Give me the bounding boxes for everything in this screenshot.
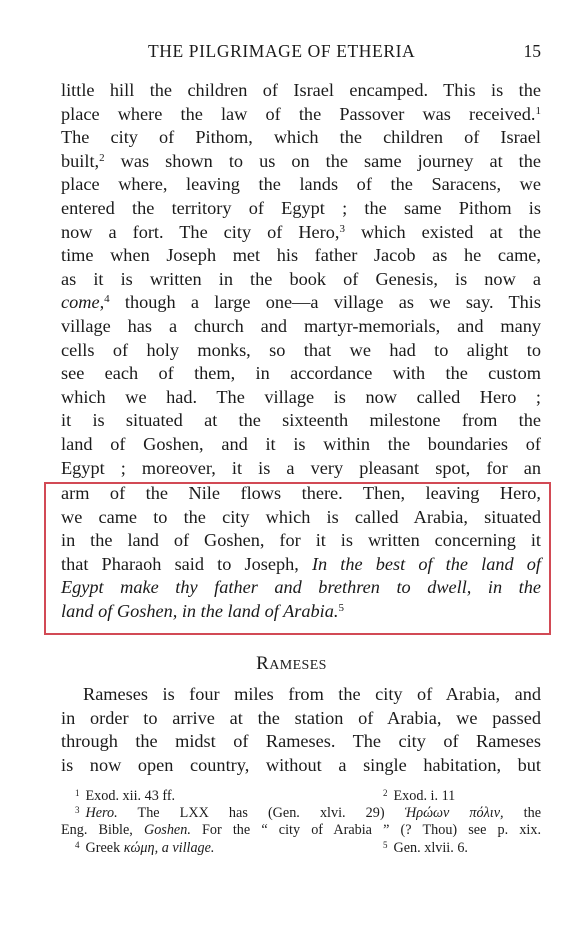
text-line: arm of the Nile flows there. Then, leaving Hero,	[61, 483, 541, 503]
section-heading: RAMESES	[256, 653, 327, 674]
boxed-passage	[61, 482, 541, 624]
text-line: through the midst of Rameses. The city of Rameses	[61, 731, 541, 752]
footnote-4: $^4$ Greek κώμη, a village.	[75, 839, 215, 856]
text-line: Rameses is four miles from the city of Arabia, and	[83, 684, 541, 704]
footnote-row	[61, 840, 541, 857]
text-line: now a fort. The city of Hero,$^3$ which existed at the	[61, 221, 541, 242]
text-line: we came to the city which is called Arabia, situated	[61, 506, 541, 527]
footnote-5: $^5$ Gen. xlvii. 6.	[383, 839, 468, 856]
text-line: land of Goshen, and it is within the boundaries of	[61, 433, 541, 454]
footnote-1: $^1$ Exod. xii. 43 ff.	[75, 788, 176, 804]
text-line: land of Goshen, in the land of Arabia.$^5$	[61, 600, 344, 621]
footnote-mark: 4	[104, 293, 110, 306]
rameses-paragraph	[61, 683, 541, 777]
footnote-mark: 3	[339, 222, 345, 235]
text-line: time when Joseph met his father Jacob as he came,	[61, 245, 541, 266]
text-line: built,$^2$ was shown to us on the same journey at the	[61, 150, 541, 171]
footnote-mark: 1	[535, 104, 541, 117]
page-number: 15	[523, 41, 541, 61]
text-line: as it is written in the book of Genesis, is now a	[61, 268, 541, 289]
text-line: see each of them, in accordance with the custom	[61, 363, 541, 384]
footnotes	[61, 788, 541, 857]
text-line: village has a church and martyr-memorials, and many	[61, 315, 541, 336]
text-line: Egypt make thy father and brethren to dwell, in the	[61, 577, 541, 598]
text-line: is now open country, without a single habitation, but	[61, 754, 541, 775]
upper-paragraph	[61, 79, 541, 480]
footnote-mark: 2	[99, 151, 105, 164]
text-line: come,$^4$ though a large one—a village as we say. This	[61, 292, 541, 313]
text-line: which we had. The village is now called Hero ;	[61, 386, 541, 407]
text-line: it is situated at the sixteenth milestone from the	[61, 410, 541, 431]
footnote-mark: 5	[338, 601, 344, 614]
footnote-2: $^2$ Exod. i. 11	[383, 788, 456, 804]
text-line: cells of holy monks, so that we had to alight to	[61, 339, 541, 360]
footnote-row	[61, 788, 541, 805]
text-line: entered the territory of Egypt ; the same Pithom is	[61, 197, 541, 218]
footnote-3-continued: Eng. Bible, Goshen. For the “ city of Arabia ” (? Thou) see p. xix.	[61, 822, 541, 839]
text-line: that Pharaoh said to Joseph, In the best of the land of	[61, 553, 541, 574]
text-line: little hill the children of Israel encamped. This is the	[61, 80, 541, 100]
running-title: THE PILGRIMAGE OF ETHERIA	[148, 41, 416, 61]
running-head	[0, 41, 583, 63]
footnote-3: $^3$ Hero. The LXX has (Gen. xlvi. 29) Ἡρώων πόλιν, the	[75, 805, 541, 822]
text-line: The city of Pithom, which the children of Israel	[61, 127, 541, 148]
text-line: in order to arrive at the station of Arabia, we passed	[61, 707, 541, 728]
text-line: Egypt ; moreover, it is a very pleasant spot, for an	[61, 457, 541, 478]
text-line: in the land of Goshen, for it is written concerning it	[61, 530, 541, 551]
text-line: place where, leaving the lands of the Saracens, we	[61, 174, 541, 195]
text-line: place where the law of the Passover was received.$^1$	[61, 103, 541, 124]
